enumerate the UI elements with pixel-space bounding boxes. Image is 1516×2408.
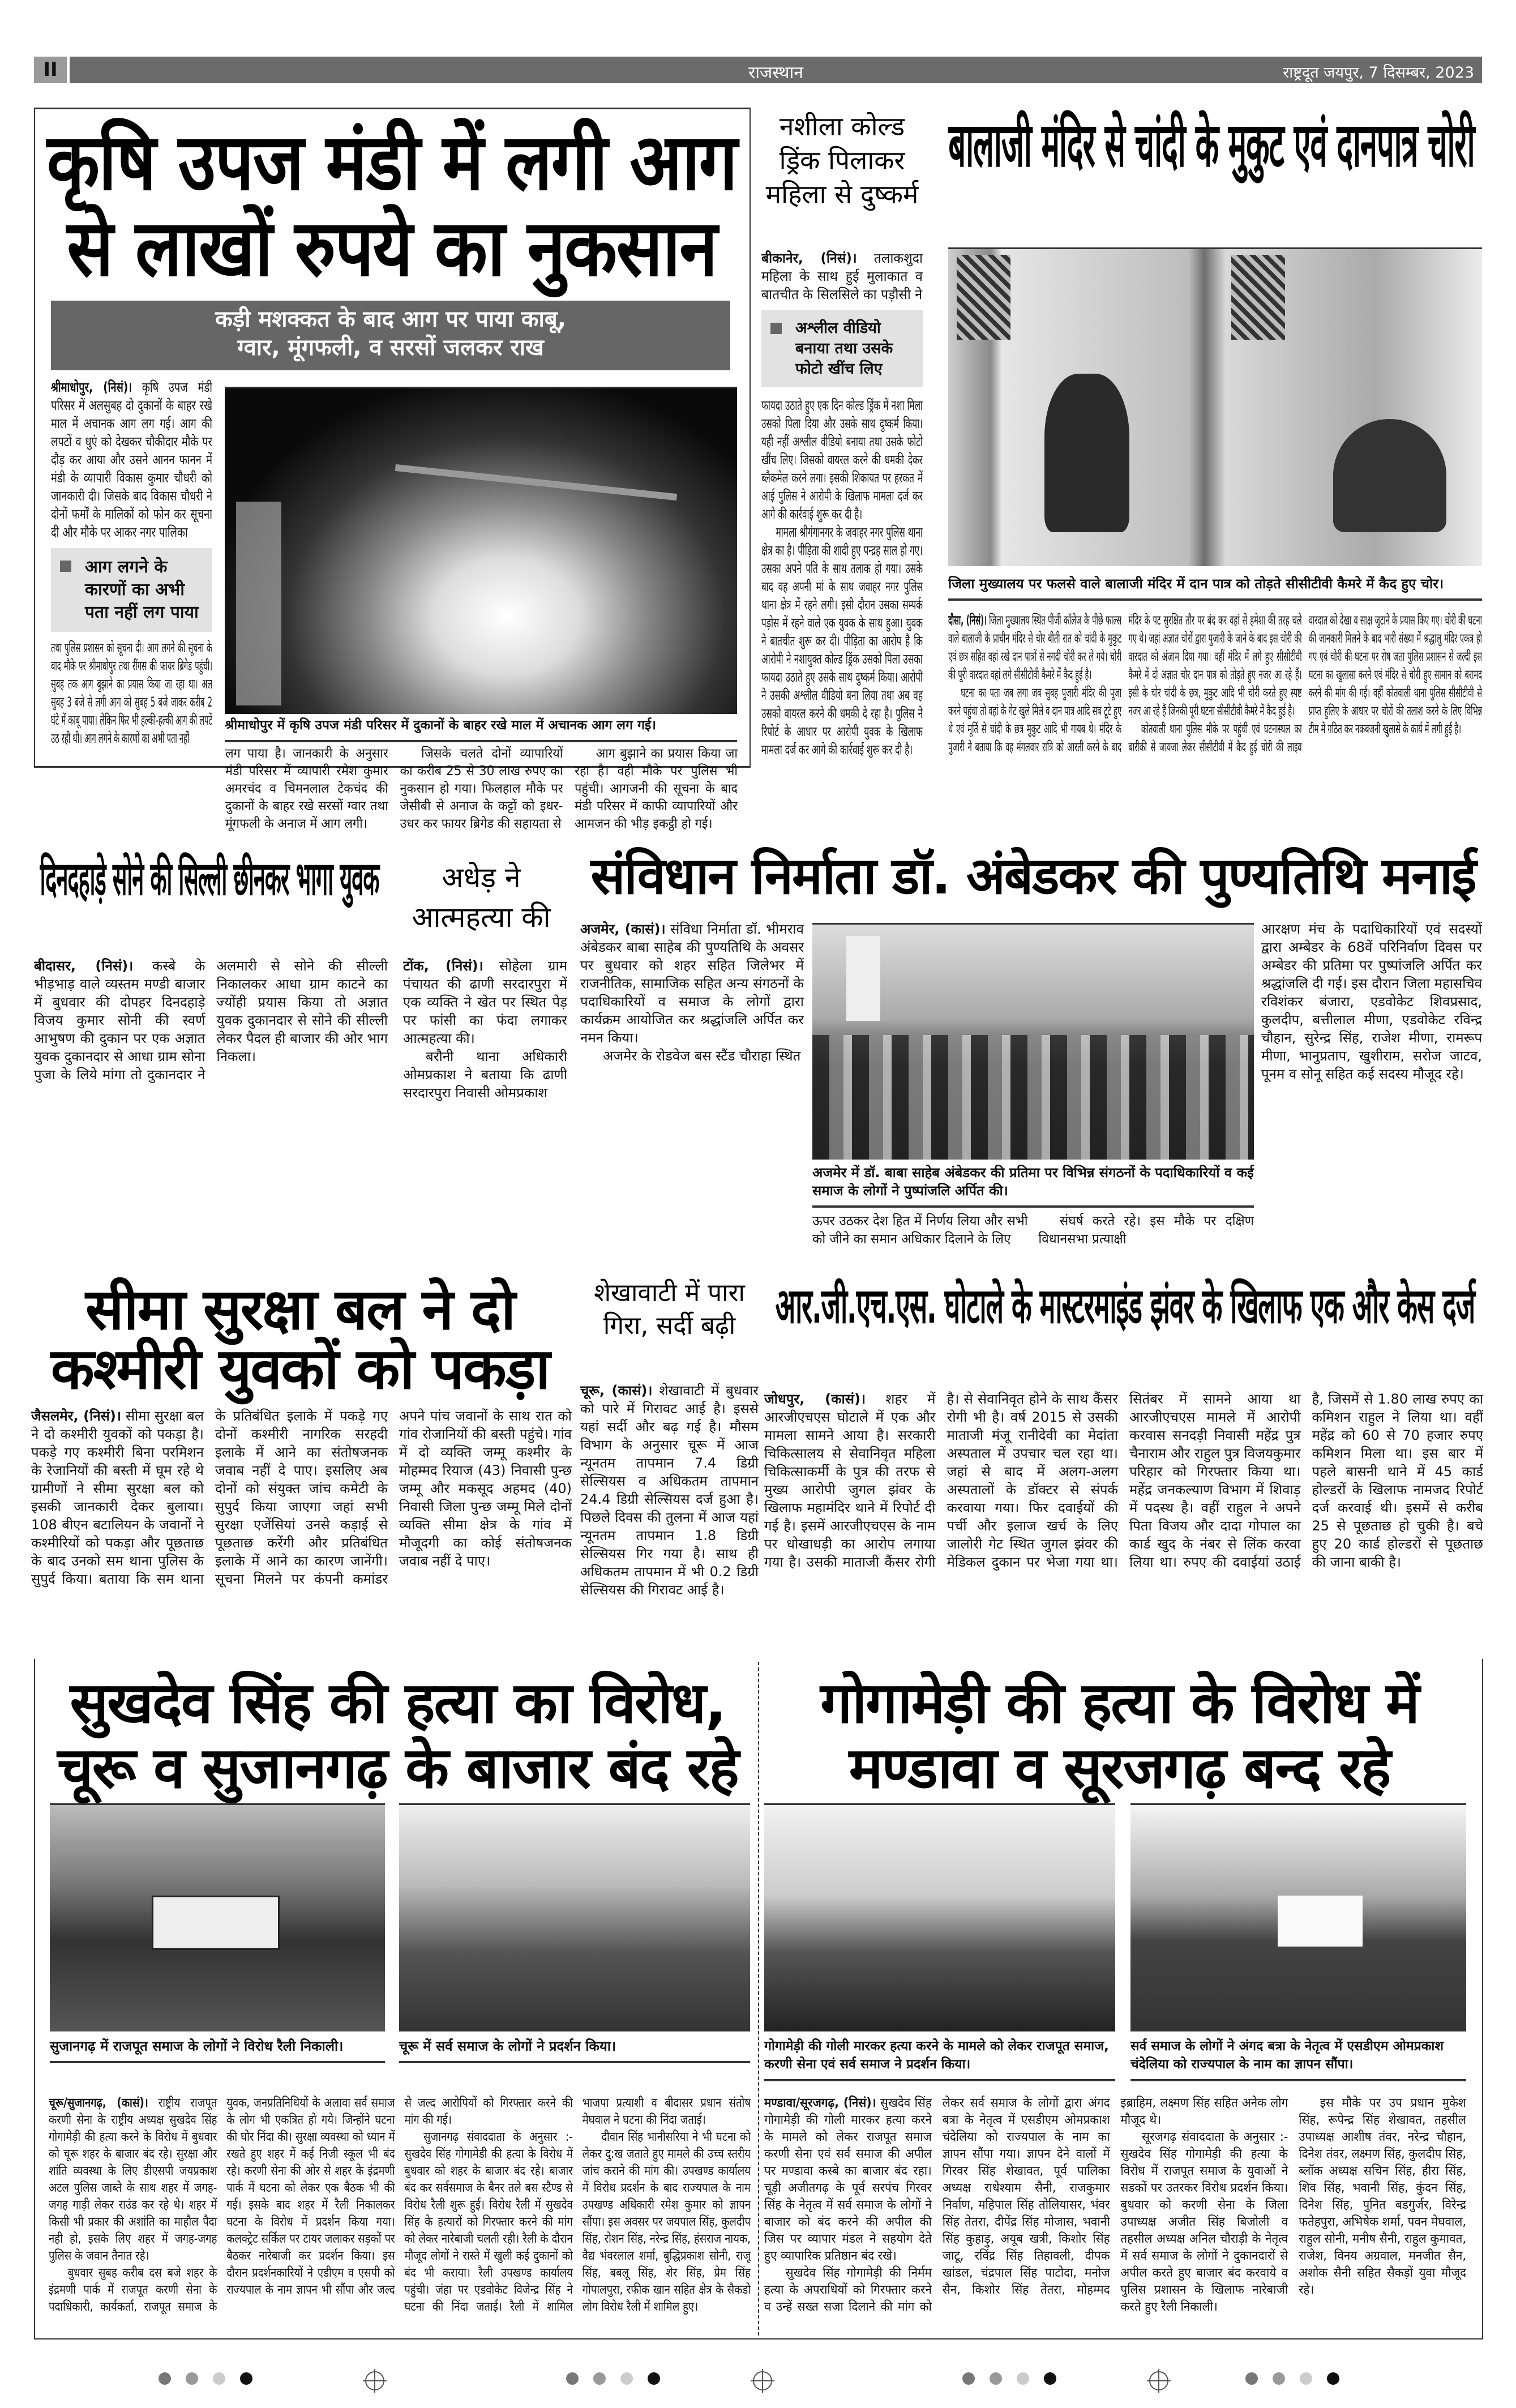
headline-line: चूरू व सुजानगढ़ के बाजार बंद रहे xyxy=(57,1735,738,1801)
body-text: सुखदेव सिंह गोगामेड़ी की निर्मम हत्या के अपराधियों को गिरफ्तार करने व उन्हें सख्त सजा दिलाने की मांग को लेकर सर्व समाज के लोगों द्वारा अंगद बत्रा के नेतृत्व में एसडीएम ओमप्रकाश चंदेलिया को राज्यपाल के नाम का ज्ञापन सौंपा गया। ज्ञापन देने वालों में गिरवर सिंह शेखावत, पूर्व पालिका अध्यक्ष राधेश्याम सैनी, राजकुमार निर्वाण, महिपाल सिंह तोलियासर, भंवर सिंह तेतरा, दीपेंद्र सिंह मोजास, भवानी सिंह कुहाड़ु, अयूब खत्री, किशोर सिंह जाटू, रविंद्र सिंह तिहावली, दीपक खांडल, चंद्रपाल सिंह पाटोदा, मनोज सैन, किशोर सिंह तेतरा, मोहम्मद इब्राहिम, लक्ष्मण सिंह सहित अनेक लोग मौजूद थे। xyxy=(764,2096,1288,2314)
section-title: राजस्थान xyxy=(748,63,803,83)
story-headline: सीमा सुरक्षा बल ने दो कश्मीरी युवकों को पकड़ा xyxy=(50,1276,550,1402)
bullet-square-icon xyxy=(770,323,782,334)
story-body-columns xyxy=(31,1407,572,1642)
body-text: तलाकशुदा महिला के साथ हुई मुलाकात व बातचीत के सिलसिले का पड़ौसी ने xyxy=(761,250,923,302)
body-text: संघर्ष करते रहे। इस मौके पर दक्षिण विधानसभा प्रत्याक्षी xyxy=(1038,1213,1254,1247)
body-text: जिला मुख्यालय स्थित पीजी कॉलेज के पीछे फाल्स वाले बालाजी के प्राचीन मंदिर से चोर बीती रात को चांदी के मुकुट एवं छत्र सहित वहां रखे दान पात्रों से नगदी चोरी कर ले गये। चोरी की पूरी वारदात वहां लगे सीसीटीवी कैमरे में कैद हुई है। xyxy=(948,613,1122,682)
story-body-columns xyxy=(812,1212,1254,1249)
body-text: जिसके चलते दोनों व्यापारियों का करीब 25 से 30 लाख रुपए का नुकसान हो गया। फिलहाल मौके पर जेसीबी से अनाज के कट्टों को इधर-उधर कर फायर ब्रिगेड की सहायता से xyxy=(400,746,563,831)
photo-caption: चूरू में सर्व समाज के लोगों ने प्रदर्शन किया। xyxy=(399,2037,750,2063)
body-text: शेखावाटी में बुधवार को पारे में गिरावट आई है। इससे यहां सर्दी और बढ़ गई है। मौसम विभाग के अनुसार चूरू में आज न्यूनतम तापमान 7.4 डिग्री सेल्सियस व अधिकतम तापमान 24.4 डिग्री सेल्सियस दर्ज हुआ है। पिछले दिवस की तुलना में आज यहां न्यूनतम तापमान 1.8 डिग्री सेल्सियस गिर गया है। साथ ही अधिकतम तापमान में भी 0.2 डिग्री सेल्सियस की गिरावट आई है। xyxy=(580,1383,759,1598)
story-body-columns xyxy=(764,2095,1466,2330)
body-text: सुजानगढ़ संवाददाता के अनुसार :- सुखदेव सिंह गोगामेडी की हत्या के विरोध में बुधवार को शहर के बाजार बंद रहे। बाजार बंद कर सर्वसमाज के बैनर तले बस स्टैण्ड से विरोध रैली शुरू हुई। विरोध रैली में सुखदेव सिंह के हत्यारों को गिरफ्तार करने की मांग को लेकर नारेबाजी चलती रही। रैली के दौरान मौजूद लोगों ने रास्ते में खुली कई दुकानों को बंद भी कराया। रैली उपखण्ड कार्यालय पहुंची। जंहा पर एडवोकेट विजेन्द्र सिंह ने घटना की निंदा जताई। रैली में शामिल भाजपा प्रत्याशी व बीदासर प्रधान संतोष मेघवाल ने घटना की निंदा जताई। xyxy=(404,2096,751,2314)
story-body-columns xyxy=(34,957,388,1251)
bullet-square-icon xyxy=(60,561,71,572)
headline-line: सुखदेव सिंह की हत्या का विरोध, xyxy=(70,1670,726,1736)
body-text: आग बुझाने का प्रयास किया जा रहा है। वही मौके पर पुलिस भी पहुंची। आगजनी की सूचना के बाद मंडी परिसर में काफी व्यापारियों और आमजन की भीड़ इकट्ठी हो गई। xyxy=(575,746,738,831)
body-text: सूरजगढ़ संवाददाता के अनुसार :- सुखदेव सिंह गोगामेड़ी की हत्या के विरोध में राजपूत समाज के युवाओं ने सडकों पर उतरकर विरोध प्रदर्शन किया। बुधवार को करणी सेना के जिला उपाध्यक्ष अजीत सिंह बिजोली व तहसील अध्यक्ष अनिल चौराड़ी के नेतृत्व में सर्व समाज के लोगों ने दुकानदारों से अपील करते हुए बाजार बंद करवाये व पुलिस प्रशासन के खिलाफ नारेबाजी करते हुए रैली निकाली। xyxy=(1120,2130,1288,2314)
story-body xyxy=(761,396,923,762)
body-text: ऊपर उठकर देश हित में निर्णय लिया और सभी को जीने का समान अधिकार दिलाने के लिए xyxy=(812,1213,1028,1247)
color-registration-dots xyxy=(1245,2372,1354,2387)
color-registration-dots xyxy=(962,2372,1071,2387)
story-headline: शेखावाटी में पारा गिरा, सर्दी बढ़ी xyxy=(594,1278,745,1340)
dateline: जैसलमेर, (निसं)। xyxy=(31,1408,121,1424)
story-body-column xyxy=(51,639,212,760)
body-text: दीवान सिंह भानीसरिया ने भी घटना को लेकर दु:ख जताते हुए मामले की उच्च स्तरीय जांच कराने की मांग की। उपखण्ड कार्यालय में विरोध प्रदर्शन के बाद राज्यपाल के नाम उपखण्ड अधिकारी रमेश कुमार को ज्ञापन सौंपा। इस अवसर पर जयपाल सिंह, कुलदीप सिंह, रोशन सिंह, नरेन्द्र सिंह, हंसराज नायक, वैद्य भंवरलाल शर्मा, बुद्धिप्रकाश सोनी, राजू सिंह, बबलू सिंह, शेर सिंह, प्रेम सिंह गोपालपुरा, रफीक खान सहित क्षेत्र के सैकडो लोग विरोध रैली में शामिल हुए। xyxy=(582,2130,751,2314)
headline-line: मण्डावा व सूरजगढ़ बन्द रहे xyxy=(849,1735,1390,1801)
photo-caption: अजमेर में डॉ. बाबा साहेब अंबेडकर की प्रतिमा पर विभिन्न संगठनों के पदाधिकारियों व कई समाज के लोगों ने पुष्पांजलि अर्पित की। xyxy=(812,1164,1254,1208)
story-lead xyxy=(761,249,923,303)
body-text: संविधा निर्माता डॉ. भीमराव अंबेडकर बाबा साहेब की पुण्यतिथि के अवसर पर बुधवार को शहर सहित जिलेभर में राजनीतिक, सामाजिक सहित अन्य संगठनों के पदाधिकारियों व समाज के लोगों द्वारा कार्यक्रम आयोजित कर श्रद्धांजलि अर्पित कर नमन किया। xyxy=(580,921,804,1046)
protest-photo xyxy=(399,1803,750,2031)
page-number-marker: II xyxy=(34,57,67,83)
story-body xyxy=(580,920,804,1251)
subhead-line: ग्वार, मूंगफली, व सरसों जलकर राख xyxy=(237,335,544,361)
pull-quote xyxy=(51,548,212,632)
story-fire xyxy=(34,108,751,768)
story-headline: नशीला कोल्ड ड्रिंक पिलाकर महिला से दुष्कर्म xyxy=(765,111,919,209)
dateline: मण्डावा/सूरजगढ़, (निसं)। xyxy=(764,2096,876,2110)
story-body-columns xyxy=(225,745,738,836)
photo-caption: सुजानगढ़ में राजपूत समाज के लोगों ने विरोध रैली निकाली। xyxy=(50,2037,385,2063)
page-header-bar xyxy=(70,57,1482,83)
registration-mark-icon xyxy=(365,2371,384,2390)
photo-caption: श्रीमाधोपुर में कृषि उपज मंडी परिसर में दुकानों के बाहर रखे माल में अचानक आग लग गई। xyxy=(225,716,737,742)
photo-caption: जिला मुख्यालय पर फलसे वाले बालाजी मंदिर में दान पात्र को तोड़ते सीसीटीवी कैमरे में कैद हुए चोर। xyxy=(948,575,1482,601)
body-text: कस्बे के भीड़भाड़ वाले व्यस्तम मण्डी बाजार में बुधवार की दोपहर दिनदहाड़े विजय कुमार सोनी की स्वर्ण आभुषण की दुकान पर एक अज्ञात युवक दुकानदार से आधा ग्राम सोना पुजा के लिये मांगा तो दुकानदार ने अलमारी से सोने की सील्ली निकालकर आधा ग्राम काटने का ज्योंही प्रयास किया तो अज्ञात युवक दुकानदार से सोने की सील्ली लेकर पैदल ही बाजार की ओर भाग निकला। xyxy=(34,958,388,1083)
dateline: बीदासर, (निसं)। xyxy=(34,958,134,974)
dateline: दौसा, (निसं)। xyxy=(948,613,987,628)
body-text: सुखदेव सिंह गोगामेड़ी की गोली मारकर हत्या करने के मामले को लेकर राजपूत समाज करणी सेना एवं सर्व समाज की अपील पर मण्डावा कस्बे का बाजार बंद रहा। चूड़ी अजीतगढ़ के पूर्व सरपंच गिरवर सिंह के नेतृत्व में सर्व समाज के लोगों ने बाजार को बंद करने की अपील की जिस पर व्यापार मंडल ने सहयोग देते हुए व्यापारिक प्रतिष्ठान बंद रखे। xyxy=(764,2096,932,2263)
body-text: इस मौके पर उप प्रधान मुकेश सिंह, रूपेन्द्र सिंह शेखावत, तहसील उपाध्यक्ष आशीष तंवर, नरेन्द्र चौहान, दिनेश तंवर, लक्ष्मण सिंह, कुलदीप सिह, ब्लॉक अध्यक्ष सचिन सिंह, हीरा सिंह, शिव सिंह, भवानी सिंह, कुंदन सिंह, दिनेश सिंह, पुनित बडगुर्जर, विरेन्द्र फतेहपुरा, अभिषेक शर्मा, पवन मेघवाल, राहुल सोनी, मनीष सैनी, राहुल कुमावत, राजेश, विनय अग्रवाल, मनजीत सैन, अशोक सैनी सहित सैकड़ों युवा मौजूद रहे। xyxy=(1299,2096,1466,2297)
headline-line: गोगामेड़ी की हत्या के विरोध में xyxy=(820,1670,1419,1736)
column-divider-dashed xyxy=(758,1662,759,2336)
story-body-columns xyxy=(764,1390,1483,1642)
body-text: बुधवार सुबह करीब दस बजे शहर के इंद्रमणी पार्क में राजपूत करणी सेना के पदाधिकारी, कार्यकर्ता, राजपूत समाज के युवक, जनप्रतिनिधियों के अलावा सर्व समाज के लोग भी एकत्रित हो गये। जिन्होंने घटना की घोर निंदा की। सुरक्षा व्यवस्था को ध्यान में रखते हुए शहर में कई निजी स्कूल भी बंद रहे। करणी सेना की ओर से शहर के इंद्रमणी पार्क में घटना को लेकर एक बैठक भी की गई। इसके बाद शहर में रैली निकालकर घटना के विरोध में प्रदर्शन किया गया। कलक्ट्रेट सर्किल पर टायर जलाकर सड़कों पर बैठकर नारेबाजी कर प्रदर्शन किया। इस दौरान प्रदर्शनकारियों ने एडीएम व एसपी को राज्यपाल के नाम ज्ञापन भी सौंपा और जल्द से जल्द आरोपियों को गिरफ्तार करने की मांग की गई। xyxy=(49,2096,573,2314)
body-text: तथा पुलिस प्रशासन को सूचना दी। आग लगने की सूचना के बाद मौके पर श्रीमाधोपुर तथा रींगस की फायर ब्रिगेड पहुंची। सुबह तक आग बुझाने का प्रयास किया जा रहा था। अल सुबह 3 बजे से लगी आग को सुबह 5 बजे जाकर करीब 2 घंटे में काबू पाया। लेकिन फिर भी हल्की-हल्की आग की लपटें उठ रही थी। आग लगने के कारणों का अभी पता नहीं xyxy=(51,640,212,746)
pull-quote xyxy=(761,310,923,387)
story-headline: संविधान निर्माता डॉ. अंबेडकर की पुण्यतिथि मनाई xyxy=(590,846,1476,906)
dateline: बीकानेर, (निसं)। xyxy=(761,250,857,266)
story-headline: आर.जी.एच.एस. घोटाले के मास्टरमाइंड झंवर के खिलाफ एक और केस दर्ज xyxy=(775,1278,1475,1335)
dateline: श्रीमाधोपुर, (निसं)। xyxy=(51,379,132,395)
story-headline: कृषि उपज मंडी में लगी आग से लाखों रुपये का नुकसान xyxy=(46,117,737,294)
body-text: लग पाया है। जानकारी के अनुसार मंडी परिसर में व्यापारी रमेश कुमार अमरचंद व चिमनलाल टेकचंद की दुकानों के बाहर रखे सरसों ग्वार तथा मूंगफली के अनाज में आग लगी। xyxy=(225,746,388,831)
story-headline xyxy=(42,1670,753,1800)
body-text: राष्ट्रीय राजपूत करणी सेना के राष्ट्रीय अध्यक्ष सुखदेव सिंह गोगामेड़ी की हत्या करने के विरोध में बुधवार को चूरू शहर के बाजार बंद रहे। सुरक्षा और शांति व्यवस्था के लिए डीएसपी जयप्रकाश अटल पुलिस जाब्ते के साथ शहर में जगह-जगह गाड़ी लेकर राउंड कर रहे थे। शहर में किसी भी प्रकार की अशांति का माहौल पैदा नही हो, इसके लिए शहर में जगह-जगह पुलिस के जवान तैनात रहे। xyxy=(49,2096,217,2263)
photo-caption: गोगामेड़ी की गोली मारकर हत्या करने के मामले को लेकर राजपूत समाज, करणी सेना एवं सर्व समाज ने प्रदर्शन किया। xyxy=(764,2037,1115,2081)
body-text: अजमेर के रोडवेज बस स्टैंड चौराहा स्थित xyxy=(603,1048,801,1064)
pull-quote-text: आग लगने के कारणों का अभी पता नहीं लग पाया xyxy=(85,557,199,622)
body-text: मामला श्रीगंगानगर के जवाहर नगर पुलिस थाना क्षेत्र का है। पीड़िता की शादी हुए पन्द्रह साल हो गए। उसका अपने पति के साथ तलाक हो गया। उसके बाद वह अपनी मां के साथ जवाहर नगर पुलिस थाना क्षेत्र में रहने लगी। इसी दौरान उसका सम्पर्क पड़ोस में रहने वाले एक युवक के साथ हुआ। युवक ने बातचीत शुरू कर दी। पीड़िता का आरोप है कि आरोपी ने नशायुक्त कोल्ड ड्रिंक उसको पिला उसका फायदा उठाते हुए उसके साथ दुष्कर्म किया। आरोपी ने उसकी अश्लील वीडियो बना लिया तथा अब वह उसको वायरल करने की धमकी दे रहा है। पुलिस ने रिपोर्ट के आधार पर आरोपी युवक के खिलाफ मामला दर्ज कर आगे की कार्रवाई शुरू कर दी है। xyxy=(761,524,923,758)
body-text: शहर में आरजीएचएस घोटाले में एक और मामला सामने आया है। सरकारी चिकित्सालय से सेवानिवृत महिला चिकित्साकर्मी के पुत्र की तरफ से मुख्य आरोपी जुगल झंवर के खिलाफ महामंदिर थाने में रिपोर्ट दी गई है। इसमें आरजीएचएस के नाम पर धोखाधड़ी का आरोप लगाया गया है। उसकी माताजी कैंसर रोगी है। से सेवानिवृत होने के साथ कैंसर रोगी भी है। वर्ष 2015 से उसकी माताजी मंजू रानीदेवी का मेदांता अस्पताल में उपचार चल रहा था। जहां से बाद में अलग-अलग अस्पतालों के डॉक्टर से संपर्क करवाया गया। फिर दवाईयों की पर्ची और इलाज खर्च के लिए जालोरी गेट स्थित जुगल झंवर की मेडिकल दुकान पर भेजा गया था। सितंबर में सामने आया था आरजीएचएस मामले में आरोपी करवास सनदड़ी निवासी महेंद्र पुत्र चैनाराम और राहुल पुत्र विजयकुमार परिहार को गिरफ्तार किया था। महेंद्र जनकल्याण विभाग में शिवाड़ में पदस्थ है। वहीं राहुल ने अपने पिता विजय और दादा गोपाल का कार्ड खुद के नंबर से लिंक करवा लिया था। रुपए की दवाईयां उठाई है, जिसमें से 1.80 लाख रुपए का कमिशन राहुल ने लिया था। वहीं महेंद्र को 60 से 70 हजार रुपए कमिशन मिला था। इस बार में पहले बासनी थाने में 45 कार्ड होल्डरों के खिलाफ नामजद रिपोर्ट दर्ज करवाई थी। इसमें से करीब 25 से पूछताछ हो चुकी है। बचे हुए 20 कार्ड होल्डरों से पूछताछ की जाना बाकी है। xyxy=(764,1391,1483,1570)
story-body xyxy=(580,1382,759,1642)
story-headline: दिनदहाड़े सोने की सिल्ली छीनकर भागा युवक xyxy=(40,852,379,906)
story-headline: बालाजी मंदिर से चांदी के मुकुट एवं दानपात्र चोरी xyxy=(948,110,1475,181)
story-body-columns xyxy=(49,2095,751,2330)
body-text: घटना का पता जब लगा जब सुबह पुजारी मंदिर की पूजा करने पहुंचा तो वहां के गेट खुले मिले व दान पात्र आदि सब टूटे हुए थे एवं मूर्ति से चांदी के छत्र मुकुट आदि भी गायब थे। मंदिर के पुजारी ने बताया कि वह मंगलवार रात्रि को आरती करने के बाद मंदिर के पट सुरक्षित तौर पर बंद कर वहां से हमेशा की तरह चले गए थे। जहां अज्ञात चोरों द्वारा पुजारी के जाने के बाद इस चोरी की वारदात को अंजाम दिया गया। वहीं मंदिर में लगे हुए सीसीटीवी कैमरे में दो अज्ञात चोर दान पात्र को तोड़ते हुए नजर आ रहे हैं। इसी के चोर चांदी के छत्र, मुकुट आदि भी चोरी करते हुए स्पष्ट नजर आ रहे हैं जिनकी पूरी घटना सीसीटीवी कैमरे में कैद हुई है। xyxy=(948,613,1302,755)
registration-mark-icon xyxy=(753,2371,772,2390)
story-body xyxy=(403,957,567,1251)
body-text: आरक्षण मंच के पदाधिकारियों एवं सदस्यों द्वारा अम्बेडर के 68वें परिनिर्वाण दिवस पर अम्बेडर की प्रतिमा पर पुष्पांजलि अर्पित कर श्रद्धांजलि दी गई। इस दौरान जिला महासचिव रविशंकर बंजारा, एडवोकेट शिवप्रसाद, कुलदीप, बत्तीलाल मीणा, एडवोकेट रविन्द्र चौहान, सुरेन्द्र सिंह, राजेश मीणा, रामरूप मीणा, भानुप्रताप, खुशीराम, सरोज जाटव, पूनम व सोनू सहित कई सदस्य मौजूद रहे। xyxy=(1261,921,1482,1082)
dateline: चूरू, (कासं)। xyxy=(580,1383,653,1398)
pull-quote-text: अश्लील वीडियो बनाया तथा उसके फोटो खींच लिए xyxy=(795,319,893,378)
fire-photo xyxy=(225,387,737,714)
story-headline: अधेड़ ने आत्महत्या की xyxy=(412,861,551,934)
body-text: बरौनी थाना अधिकारी ओमप्रकाश ने बताया कि ढाणी सरदारपुरा निवासी ओमप्रकाश xyxy=(403,1049,567,1101)
cctv-photo xyxy=(948,247,1482,566)
body-text: सीमा सुरक्षा बल ने दो कश्मीरी युवकों को पकड़ा है। पकड़े गए कश्मीरी बिना परमिशन के रेजानियों की बस्ती में घूम रहे थे ग्रामीणों ने सीमा सुरक्षा बल को इसकी जानकारी देकर बुलाया। 108 बीएन बटालियन के जवानों ने कश्मीरियों को पकड़ा और पूछताछ के बाद उनको सम थाना पुलिस के सुपुर्द किया। बताया कि सम थाना के प्रतिबंधित इलाके में पकड़े गए दोनों कश्मीरी नागरिक सरहदी इलाके में आने का संतोषजनक जवाब नहीं दे पाए। इसलिए अब दोनों को संयुक्त जांच कमेटी के सुपुर्द किया जाएगा जहां सभी सुरक्षा एजेंसियां उनसे कड़ाई से पूछताछ करेंगी और प्रतिबंधित इलाके में आने का कारण जानेंगी। सूचना मिलने पर कंपनी कमांडर अपने पांच जवानों के साथ रात को गांव रोजानियों की बस्ती पहुंचे। गांव में दो व्यक्ति जम्मू कश्मीर के मोहम्मद रियाज (43) निवासी पुन्छ जम्मू और मकसूद अहमद (40) निवासी जिला पुन्छ जम्मू मिले दोनों व्यक्ति सीमा क्षेत्र के गांव में मौजूदगी का कोई संतोषजनक जवाब नहीं दे पाए। xyxy=(31,1408,572,1587)
protest-photo xyxy=(764,1803,1115,2031)
subhead-band xyxy=(51,301,730,370)
color-registration-dots xyxy=(159,2372,267,2387)
dateline: टोंक, (निसं)। xyxy=(403,958,483,974)
body-text: कृषि उपज मंडी परिसर में अलसुबह दो दुकानों के बाहर रखे माल में अचानक आग लग गई। आग की लपटों व धुएं को देखकर चौकीदार मौके पर दौड़ कर आया और उसने आनन फानन में मंडी के व्यापारी विकास कुमार चौधरी को जानकारी दी। जिसके बाद विकास चौधरी ने दोनों फर्मों के मालिकों को फोन कर सूचना दी और मौके पर आकर नगर पालिका xyxy=(51,379,212,540)
photo-caption: सर्व समाज के लोगों ने अंगद बत्रा के नेतृत्व में एसडीएम ओमप्रकाश चंदेलिया को राज्यपाल के नाम का ज्ञापन सौंपा। xyxy=(1130,2037,1466,2081)
body-text: सोहेला ग्राम पंचायत की ढाणी सरदारपुरा में एक व्यक्ति ने खेत पर स्थित पेड़ पर फांसी का फंदा लगाकर आत्महत्या की। xyxy=(403,958,567,1046)
rally-photo xyxy=(50,1803,385,2031)
dateline: चूरू/सुजानगढ़, (कासं)। xyxy=(49,2096,148,2110)
registration-mark-icon xyxy=(1149,2371,1168,2390)
ambedkar-photo xyxy=(812,923,1254,1160)
dateline: जोधपुर, (कासं)। xyxy=(764,1391,866,1407)
story-body-columns xyxy=(948,611,1482,762)
story-body-column xyxy=(51,378,212,542)
memorandum-photo xyxy=(1130,1803,1466,2031)
dateline: अजमेर, (कासं)। xyxy=(580,921,666,937)
story-headline xyxy=(764,1670,1475,1800)
color-registration-dots xyxy=(566,2372,675,2387)
story-body xyxy=(1261,920,1482,1251)
body-text: फायदा उठाते हुए एक दिन कोल्ड ड्रिंक में नशा मिला उसको पिला दिया और उसके साथ दुष्कर्म किया। यही नहीं अश्लील वीडियो बनाया तथा उसके फोटो खींच लिए। जिसको वायरल करने की धमकी देकर ब्लैकमेल करने लगा। इसकी शिकायत पर हरकत में आई पुलिस ने आरोपी के खिलाफ मामला दर्ज कर आगे की कार्रवाई शुरू कर दी है। xyxy=(761,397,923,522)
edition-dateline: राष्ट्रदूत जयपुर, 7 दिसम्बर, 2023 xyxy=(1283,64,1474,82)
body-text: कोतवाली थाना पुलिस मौके पर पहुंची एवं घटनास्थल का बारीकी से जायजा लेकर सीसीटीवी में कैद हुई चोरी की लाइव वारदात को देखा व साक्ष जुटाने के प्रयास किए गए। चोरी की घटना की जानकारी मिलने के बाद भारी संख्या में श्रद्धालु मंदिर एकत्र हो गए एवं चोरी की घटना पर रोष जता पुलिस प्रशासन से जल्दी इस घटना का खुलासा करने एवं मंदिर से चोरी हुए सामान को बरामद करने की मांग की गई। वहीं कोतवाली थाना पुलिस सीसीटीवी से प्राप्त हुलिए के आधार पर चोरों की तलाश करने के लिए विभिन्न टीम में गठित कर नकबजनी खुलासे के कार्य में लगी हुई है। xyxy=(1128,613,1482,755)
subhead-line: कड़ी मशक्कत के बाद आग पर पाया काबू, xyxy=(215,306,566,332)
